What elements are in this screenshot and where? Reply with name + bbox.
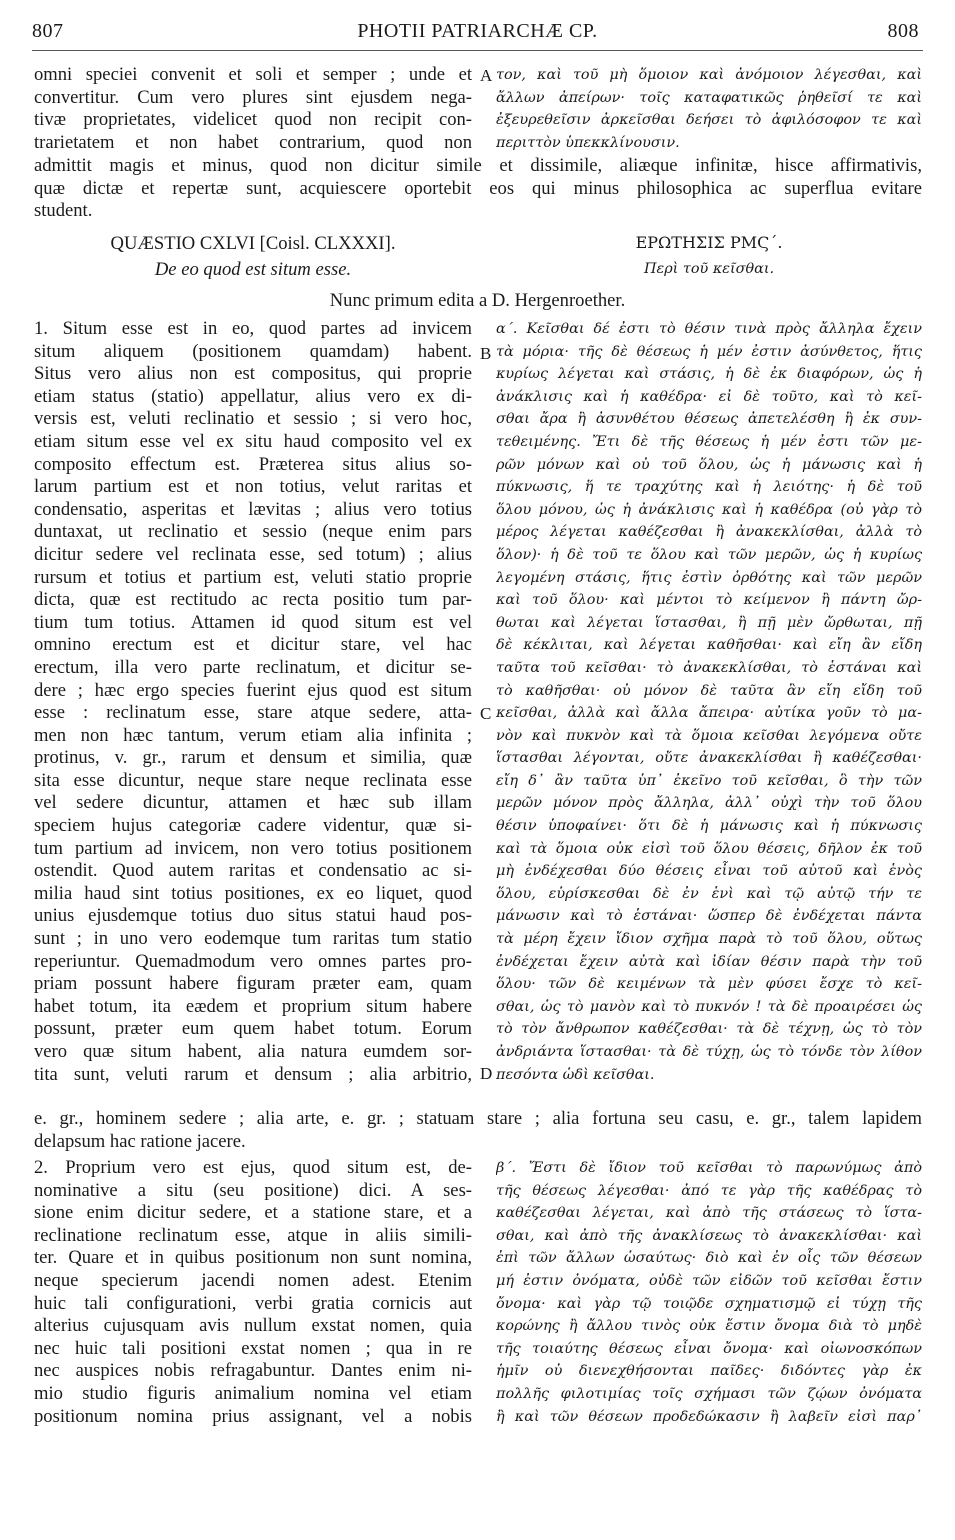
text-line: καὶ τὰ ὅμοια οὐκ εἰσὶ τοῦ ὅλου θέσεις, δῆλον ἐκ τοῦ [496, 840, 922, 857]
text-line: καὶ τοῦ ὅλου· καὶ μέντοι τὸ κείμενον ἢ πάντη ὤρ- [496, 592, 922, 609]
text-line: reclinatione reclinatum esse, atque in aliis simili- [34, 1224, 472, 1246]
text-line: larum partium est et non totius, velut raritas et [34, 476, 472, 498]
text-line: trarietatem et non habet contrarium, quod non [34, 131, 472, 153]
text-line: tita sunt, veluti rarum et densum ; alia arbitrio, [34, 1063, 472, 1085]
text-line: πύκνωσις, ἥ τε τραχύτης καὶ ἡ λειότης· ἡ δὲ τοῦ [496, 479, 922, 496]
text-line: positionum nomina prius assignant, vel a nobis [34, 1405, 472, 1427]
margin-letter-d: D [480, 1064, 493, 1083]
text-line: πολλῆς φιλοτιμίας τοῖς σχήμασι τῶν ζῴων ὀνόματα [496, 1385, 922, 1402]
text-line: σθαι ἄρα ἢ ἀσυνθέτου θέσεως ἀπετελέσθη ἢ ἐκ συν- [496, 411, 922, 428]
text-line: θωται καὶ λέγεται ἵστασθαι, ἢ πῇ μὲν ὤρθωται, πῇ [496, 614, 922, 631]
margin-letter-c: C [480, 704, 492, 723]
latin-heading-text: QUÆSTIO CXLVI [Coisl. CLXXXI]. [110, 233, 396, 254]
text-line: ὄνομα· καὶ γὰρ τῷ τοιῷδε σχηματισμῷ εἰ τύχῃ τῆς [496, 1295, 922, 1312]
text-line: alterius cujusquam avis nullum exstat nomen, quia [34, 1315, 472, 1337]
text-line: neque specierum jacendi nomen adest. Etenim [34, 1269, 472, 1291]
text-line: composito effectum est. Præterea situs alius so- [34, 453, 472, 475]
text-line: τὸ καθῆσθαι· οὐ μόνον δὲ ταῦτα ἂν εἴη εἴδη τοῦ [496, 682, 922, 699]
text-line: ρῶν μόνων καὶ οὐ τοῦ ὅλου, ὡς ἡ μάνωσις καὶ ἡ [496, 456, 922, 473]
text-line: admittit magis et minus, quod non dicitur simile et dissimile, aliæque infinitæ, hisce affirmativis, [34, 155, 922, 176]
text-line: ταῦτα τοῦ κεῖσθαι· τὸ ἀνακεκλίσθαι, τὸ ἑστάναι καὶ [496, 659, 922, 676]
header-rule [32, 50, 923, 51]
text-line: dere ; hæc ergo species fuerint ejus quod est situm [34, 679, 472, 701]
text-line: vel sedere dicuntur, attamen et hæc sub illam [34, 792, 472, 814]
text-line: tum partium ad invicem, non vero totius positionem [34, 837, 472, 859]
text-line: τῆς τοιαύτης θέσεως εἶναι ὄνομα· καὶ οἰωνοσκόπων [496, 1340, 922, 1357]
text-line: μερῶν μόνον πρὸς ἄλληλα, ἀλλ᾽ οὐχὶ τὴν τοῦ ὅλου [496, 795, 922, 812]
text-line: quæ dictæ et repertæ sunt, acquiescere oportebit eos qui minus philosophica ac superflua evitare [34, 177, 922, 199]
text-line: mio studio figuris animalium nomina vel etiam [34, 1382, 472, 1404]
text-line: β΄. Ἔστι δὲ ἴδιον τοῦ κεῖσθαι τὸ παρωνύμως ἀπὸ [496, 1160, 922, 1176]
text-line: sunt ; in uno vero eodemque tum raritas tum statio [34, 928, 472, 950]
text-line: priam possunt habere figuram præter eam, quam [34, 973, 472, 995]
text-line: Situs vero alius non est compositus, qui proprie [34, 363, 472, 385]
margin-letter-a: A [480, 66, 493, 85]
text-line: 1. Situm esse est in eo, quod partes ad invicem [34, 318, 472, 339]
text-line: etiam status (statio) appellatur, alius vero ex di- [34, 385, 472, 407]
section1-full-width [34, 1108, 922, 1153]
text-line: nec huic tali positioni exstat nomen ; qua in re [34, 1337, 472, 1359]
text-line: ὅλον)· ἡ δὲ τοῦ τε ὅλου καὶ τῶν μερῶν, ὡς ἡ κυρίως [496, 546, 922, 563]
section1-latin [34, 318, 472, 1086]
text-line: ἢ καὶ τῶν θέσεων προδεδώκασιν ἢ λαβεῖν εἰσὶ παρ᾽ [496, 1408, 922, 1425]
text-line: nominative a situ (seu positione) dici. A ses- [34, 1179, 472, 1201]
text-line: νὸν καὶ πυκνὸν καὶ τὰ ὅμοια κεῖσθαι λεγόμενα οὔτε [496, 727, 922, 744]
text-line: situm aliquem (positionem quamdam) habent. [34, 340, 472, 362]
text-line: duntaxat, ut reclinatio et sessio (neque enim pars [34, 521, 472, 543]
text-line: tium tum totius. Attamen id quod situm est vel [34, 611, 472, 633]
text-line: ὅλου· τῶν δὲ κειμένων τὰ μὲν φύσει ἔσχε τὸ κεῖ- [496, 976, 922, 993]
edition-note: Nunc primum edita a D. Hergenroether. [329, 290, 626, 311]
left-page-number: 807 [32, 20, 64, 42]
text-line: καθέζεσθαι λέγεται, καὶ ἀπὸ τῆς στάσεως τὸ ἵστα- [496, 1205, 922, 1222]
text-line: huic tali configurationi, verbi gratia cornicis aut [34, 1292, 472, 1314]
text-line: possunt, præter eum quem habet totum. Eorum [34, 1018, 472, 1040]
text-line: sione enim dicitur sedere, et a statione stare, et a [34, 1202, 472, 1224]
text-line: dicta, quæ est rectitudo ac recta positio tum par- [34, 589, 472, 611]
text-line: speciem hujus categoriæ cadere videntur, quæ si- [34, 815, 472, 837]
latin-question-subtitle: De eo quod est situm esse. [154, 259, 352, 280]
latin-question-heading [34, 233, 472, 255]
text-line: ἐνδέχεται ἔχειν αὐτὰ καὶ ἰδίαν θέσιν παρὰ τὴν τοῦ [496, 953, 922, 970]
text-line: versis est, veluti reclinatio et sessio ; si vero hoc, [34, 408, 472, 430]
section1-greek [496, 318, 922, 1086]
text-line: μέρος λέγεται καθέζεσθαι ἢ ἀνακεκλίσθαι, ἀλλὰ τὸ [496, 524, 922, 541]
text-line: τῆς θέσεως λέγεσθαι· ἀπό τε γὰρ τῆς καθέδρας τὸ [496, 1182, 922, 1199]
text-line: σθαι, καὶ ἀπὸ τῆς ἀνακλίσεως τὸ ἀνακεκλίσθαι· καὶ [496, 1227, 922, 1244]
text-line: τὰ μέρη ἔχειν ἴδιον σχῆμα παρὰ τὸ τοῦ ὅλου, οὕτως [496, 931, 922, 948]
section2-latin [34, 1157, 472, 1428]
intro-latin [34, 64, 472, 154]
text-line: delapsum hac ratione jacere. [34, 1130, 246, 1152]
text-line: κορώνης ἢ ἄλλου τινὸς οὐκ ἔστιν ὄνομα διὰ τὸ μηδὲ [496, 1318, 922, 1335]
text-line: ἵστασθαι λέγονται, οὔτε ἀνακεκλίσθαι ἢ καθέζεσθαι· [496, 750, 922, 767]
text-line: ter. Quare et in quibus positionum non sunt nomina, [34, 1247, 472, 1269]
text-line: ἡμῖν οὐ διενεχθήσονται παῖδες· διδόντες γὰρ ἐκ [496, 1363, 922, 1380]
section2-greek [496, 1157, 922, 1428]
text-line: μή ἐστιν ὀνόματα, οὐδὲ τῶν εἰδῶν τοῦ κεῖσθαι ἔστιν [496, 1272, 922, 1289]
text-line: dicitur sedere vel reclinata esse, sed totum) ; alius [34, 543, 472, 565]
text-line: ostendit. Quod autem raritas et condensatio ac si- [34, 860, 472, 882]
text-line: εἴη δ᾽ ἂν ταῦτα ὑπ᾽ ἐκεῖνο τοῦ κεῖσθαι, ὃ τὴν τῶν [496, 772, 922, 789]
text-line: etiam situm esse vel ex situ haud composito vel ex [34, 430, 472, 452]
text-line: κυρίως λέγεται καὶ στάσις, ἡ δὲ ἐκ διαφόρων, ὡς ἡ [496, 366, 922, 383]
text-line: μὴ ἐνδέχεσθαι δύο θέσεις εἶναι τοῦ αὐτοῦ καὶ ἑνὸς [496, 863, 922, 880]
text-line: δὲ κέκλιται, καὶ λέγεται καθῆσθαι· καὶ εἴη ἂν εἴδη [496, 637, 922, 654]
text-line: habet totum, ita eædem et proprium situm habere [34, 995, 472, 1017]
text-line: esse : reclinatum esse, stare atque sedere, atta- [34, 702, 472, 724]
text-line: men non hæc tantum, verum etiam alia infinita ; [34, 724, 472, 746]
text-line: erectum, illa vero parte reclinatum, et dicitur se- [34, 656, 472, 678]
text-line: sita esse dicuntur, neque stare neque reclinata esse [34, 769, 472, 791]
text-line: reperiuntur. Quemadmodum vero omnes partes pro- [34, 950, 472, 972]
text-line: ὅλου μόνου, ὡς ἡ ἀνάκλισις καὶ ἡ καθέδρα (οὐ γὰρ τὸ [496, 501, 922, 518]
text-line: σθαι, ὡς τὸ μανὸν καὶ τὸ πυκνόν ! τὰ δὲ προαιρέσει ὡς [496, 998, 922, 1015]
text-line: λεγομένη στάσις, ἥτις ἐστὶν ὀρθότης καὶ τῶν μερῶν [496, 569, 922, 586]
intro-greek [496, 64, 922, 154]
text-line: unius ejusdemque totius duo situs statui haud pos- [34, 905, 472, 927]
text-line: vero quæ situm habent, alia natura eumdem sor- [34, 1041, 472, 1062]
text-line: ὅλου, εὑρίσκεσθαι δὲ ἐν ἑνὶ καὶ τῷ αὐτῷ τήν τε [496, 885, 922, 902]
text-line: 2. Proprium vero est ejus, quod situm est, de- [34, 1157, 472, 1178]
text-line: nec auspices nobis refragabuntur. Dantes enim ni- [34, 1360, 472, 1382]
text-line: protinus, v. gr., rarum et densum et similia, quæ [34, 747, 472, 769]
text-line: τὰ μόρια· τῆς δὲ θέσεως ἡ μέν ἐστιν ἀσύνθετος, ἥτις [496, 343, 922, 360]
text-line: e. gr., hominem sedere ; alia arte, e. gr. ; statuam stare ; alia fortuna seu casu, e. gr., talem lapidem [34, 1108, 922, 1129]
margin-letter-b: B [480, 344, 492, 363]
greek-question-heading: ΕΡΩΤΗΣΙΣ ΡΜϚ΄. [635, 233, 783, 252]
intro-full-width [34, 155, 922, 223]
text-line: ἀνάκλισις καὶ ἡ καθέδρα· εἰ δὲ τοῦτο, καὶ τὸ κεῖ- [496, 388, 922, 405]
text-line: omnino erectum est et dicitur stare, vel hac [34, 634, 472, 656]
text-line: πεσόντα ὡδὶ κεῖσθαι. [496, 1066, 655, 1083]
text-line: α΄. Κεῖσθαι δέ ἐστι τὸ θέσιν τινὰ πρὸς ἄλληλα ἔχειν [496, 321, 922, 337]
running-title: PHOTII PATRIARCHÆ CP. [357, 20, 598, 42]
text-line: milia haud sint totius positiones, ex eo liquet, quod [34, 882, 472, 904]
text-line: κεῖσθαι, ἀλλὰ καὶ ἄλλα ἄπειρα· αὐτίκα γοῦν τὸ μα- [496, 705, 922, 722]
text-line: τεθειμένης. Ἔτι δὲ τῆς θέσεως ἡ μέν ἐστι τῶν με- [496, 433, 922, 450]
text-line: τὸ τὸν ἄνθρωπον καθέζεσθαι· τὰ δὲ τέχνῃ, ὡς τὸ τὸν [496, 1021, 922, 1038]
text-line: θέσιν ὑποφαίνει· ὅτι δὲ ἡ μάνωσις καὶ ἡ πύκνωσις [496, 818, 922, 835]
text-line: ἀνδριάντα ἵστασθαι· τὰ δὲ τύχῃ, ὡς τὸ τόνδε τὸν λίθον [496, 1044, 922, 1060]
text-line: περιττὸν ὑπεκκλίνουσιν. [496, 134, 680, 151]
text-line: τον, καὶ τοῦ μὴ ὅμοιον καὶ ἀνόμοιον λέγεσθαι, καὶ [496, 67, 922, 83]
text-line: omni speciei convenit et soli et semper ; unde et [34, 64, 472, 85]
greek-question-subtitle: Περὶ τοῦ κεῖσθαι. [643, 261, 775, 277]
right-page-number: 808 [887, 20, 919, 42]
text-line: ἐπὶ τῶν ἄλλων ὡσαύτως· διὸ καὶ ἐν οἷς τῶν θέσεων [496, 1250, 922, 1267]
text-line: student. [34, 200, 93, 222]
text-line: convertitur. Cum vero plures sint ejusdem nega- [34, 86, 472, 108]
text-line: μάνωσιν καὶ τὸ ἑστάναι· ὥσπερ δὲ ἐνδέχεται πάντα [496, 908, 922, 925]
text-line: condensatio, asperitas et lævitas ; alius vero totius [34, 498, 472, 520]
text-line: ἄλλων ἀπείρων· τοῖς καταφατικῶς ῥηθεῖσί τε καὶ [496, 89, 922, 106]
text-line: tivæ proprietates, videlicet quod non recipit con- [34, 109, 472, 131]
text-line: ἐξευρεθεῖσιν ἀρκεῖσθαι δεήσει τὸ ἀφιλόσοφον τε καὶ [496, 112, 922, 129]
text-line: rursum et totius et partium est, veluti statio proprie [34, 566, 472, 588]
